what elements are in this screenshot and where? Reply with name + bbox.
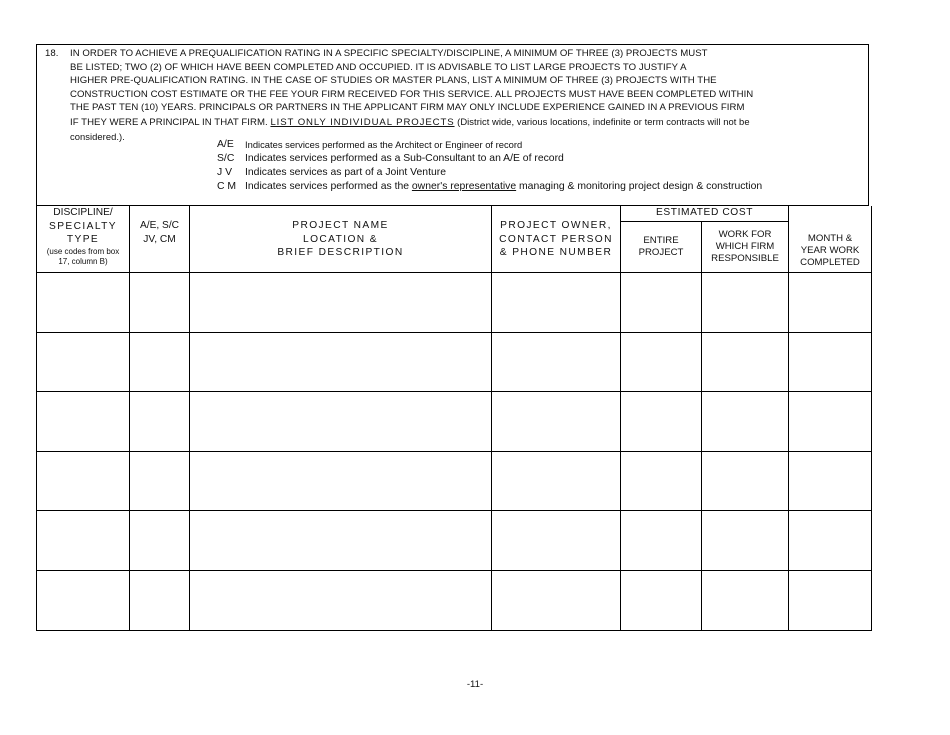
code-description: Indicates services performed as the owner's representative managing & monitoring project design & construction	[245, 180, 763, 192]
item-18-line-3: HIGHER PRE-QUALIFICATION RATING. IN THE CASE OF STUDIES OR MASTER PLANS, LIST A MINIMUM OF THREE (3) PROJECTS WITH THE	[70, 75, 717, 87]
project-name-cell[interactable]	[190, 392, 492, 452]
firm-work-cost-cell[interactable]	[702, 392, 789, 452]
discipline-cell[interactable]	[37, 511, 130, 571]
page-number: -11-	[466, 679, 484, 690]
firm-work-cost-cell[interactable]	[702, 451, 789, 511]
header-project-name: PROJECT NAME LOCATION & BRIEF DESCRIPTION	[190, 206, 492, 273]
code-label: J V	[217, 166, 233, 178]
code-label: C M	[217, 180, 237, 192]
table-body	[37, 273, 872, 631]
item-18-paragraph	[45, 47, 863, 143]
code-row-ae	[217, 138, 762, 152]
entire-project-cost-cell[interactable]	[621, 511, 702, 571]
month-year-cell[interactable]	[789, 392, 872, 452]
item-18-line-7: considered.).	[70, 130, 125, 142]
code-label: A/E	[217, 139, 234, 150]
firm-work-cost-cell[interactable]	[702, 273, 789, 333]
project-name-cell[interactable]	[190, 570, 492, 630]
owners-representative: owner's representative	[411, 180, 517, 192]
code-description: Indicates services performed as the Architect or Engineer of record	[245, 139, 523, 150]
project-owner-cell[interactable]	[492, 332, 621, 392]
entire-project-cost-cell[interactable]	[621, 332, 702, 392]
header-month-year: MONTH & YEAR WORK COMPLETED	[789, 206, 872, 273]
discipline-cell[interactable]	[37, 570, 130, 630]
item-18-line-1: 18. IN ORDER TO ACHIEVE A PREQUALIFICATION RATING IN A SPECIFIC SPECIALTY/DISCIPLINE, A MINIMUM OF THREE (3) PROJECTS MUST	[45, 48, 708, 59]
code-description: Indicates services performed as a Sub-Consultant to an A/E of record	[245, 152, 564, 164]
service-code-legend	[217, 138, 762, 194]
item-number: 18.	[45, 48, 59, 59]
entire-project-cost-cell[interactable]	[621, 451, 702, 511]
project-name-cell[interactable]	[190, 332, 492, 392]
header-entire-project: ENTIRE PROJECT	[621, 222, 702, 273]
header-estimated-cost: ESTIMATED COST	[621, 206, 789, 222]
code-row-cm	[217, 180, 762, 194]
project-owner-cell[interactable]	[492, 273, 621, 333]
table-row	[37, 392, 872, 452]
project-owner-cell[interactable]	[492, 570, 621, 630]
discipline-cell[interactable]	[37, 451, 130, 511]
entire-project-cost-cell[interactable]	[621, 392, 702, 452]
entire-project-cost-cell[interactable]	[621, 273, 702, 333]
discipline-cell[interactable]	[37, 273, 130, 333]
firm-work-cost-cell[interactable]	[702, 511, 789, 571]
table-row	[37, 451, 872, 511]
item-18-line-4: CONSTRUCTION COST ESTIMATE OR THE FEE YOUR FIRM RECEIVED FOR THIS SERVICE. ALL PROJECTS MUST HAVE BEEN COMPLETED WITHIN	[70, 88, 754, 100]
month-year-cell[interactable]	[789, 451, 872, 511]
project-name-cell[interactable]	[190, 273, 492, 333]
code-label: S/C	[217, 152, 235, 164]
project-name-cell[interactable]	[190, 451, 492, 511]
header-role-code: A/E, S/C JV, CM	[130, 206, 190, 273]
table-row	[37, 511, 872, 571]
discipline-cell[interactable]	[37, 332, 130, 392]
role-code-cell[interactable]	[130, 332, 190, 392]
item-18-line-5: THE PAST TEN (10) YEARS. PRINCIPALS OR PARTNERS IN THE APPLICANT FIRM MAY ONLY INCLUDE EXPERIENCE GAINED IN A PREVIOUS FIRM	[70, 102, 745, 114]
table-row	[37, 273, 872, 333]
role-code-cell[interactable]	[130, 570, 190, 630]
month-year-cell[interactable]	[789, 332, 872, 392]
discipline-cell[interactable]	[37, 392, 130, 452]
list-only-individual-projects: LIST ONLY INDIVIDUAL PROJECTS	[270, 116, 455, 128]
item-18-instructions	[36, 44, 869, 206]
role-code-cell[interactable]	[130, 511, 190, 571]
code-row-jv	[217, 166, 762, 180]
table-row	[37, 570, 872, 630]
project-name-cell[interactable]	[190, 511, 492, 571]
entire-project-cost-cell[interactable]	[621, 570, 702, 630]
project-owner-cell[interactable]	[492, 511, 621, 571]
header-work-for-firm: WORK FOR WHICH FIRM RESPONSIBLE	[702, 222, 789, 273]
item-18-line-2: BE LISTED; TWO (2) OF WHICH HAVE BEEN COMPLETED AND OCCUPIED. IT IS ADVISABLE TO LIST LARGE PROJECTS TO JUSTIFY A	[70, 61, 687, 73]
month-year-cell[interactable]	[789, 273, 872, 333]
header-discipline: DISCIPLINE/ SPECIALTY TYPE (use codes from box 17, column B)	[37, 206, 130, 273]
item-18-line-6: IF THEY WERE A PRINCIPAL IN THAT FIRM. LIST ONLY INDIVIDUAL PROJECTS (District wide, various locations, indefinite or term contracts will not be	[70, 115, 750, 128]
header-project-owner: PROJECT OWNER, CONTACT PERSON & PHONE NUMBER	[492, 206, 621, 273]
table-header-row-1	[37, 206, 872, 222]
code-row-sc	[217, 152, 762, 166]
code-description: Indicates services as part of a Joint Venture	[245, 166, 446, 178]
role-code-cell[interactable]	[130, 392, 190, 452]
role-code-cell[interactable]	[130, 273, 190, 333]
project-owner-cell[interactable]	[492, 392, 621, 452]
table-row	[37, 332, 872, 392]
project-owner-cell[interactable]	[492, 451, 621, 511]
project-experience-table	[36, 205, 872, 631]
firm-work-cost-cell[interactable]	[702, 570, 789, 630]
role-code-cell[interactable]	[130, 451, 190, 511]
firm-work-cost-cell[interactable]	[702, 332, 789, 392]
month-year-cell[interactable]	[789, 570, 872, 630]
month-year-cell[interactable]	[789, 511, 872, 571]
